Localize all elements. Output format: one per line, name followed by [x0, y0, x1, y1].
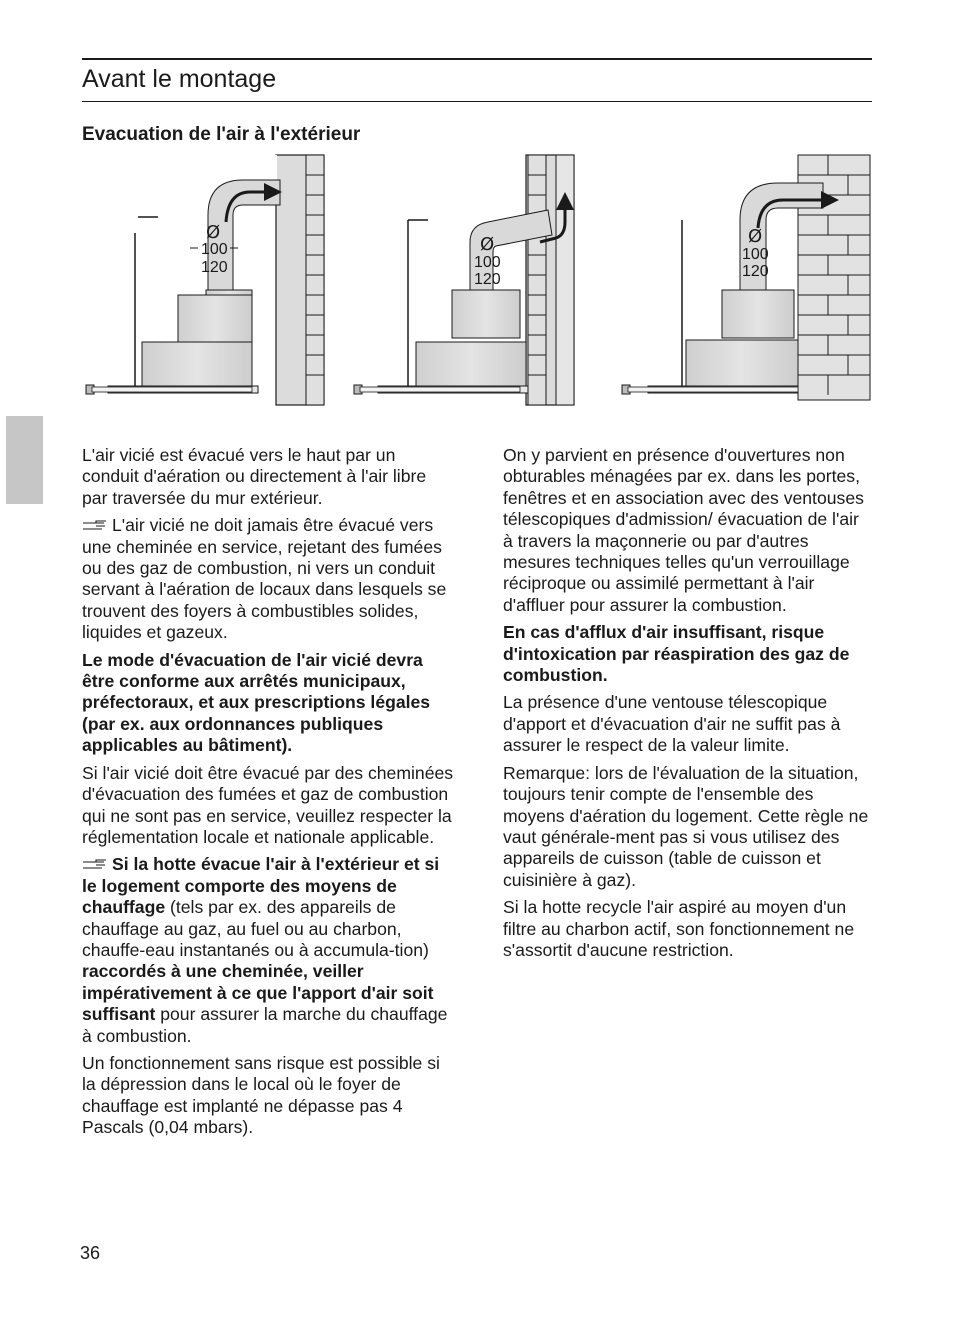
pointing-hand-icon: [82, 857, 108, 871]
paragraph-heating-warning: [82, 854, 454, 1047]
diameter-120-1: 120: [201, 259, 228, 276]
warning-chimney-text: L'air vicié ne doit jamais être évacué vers une cheminée en service, rejetant des fumées ou des gaz de combustion, ni vers un conduit servant à l'aération de locaux dans lesquels se trouvent des foyers à combustibles solides, liquides et gazeux.: [82, 515, 447, 643]
heating-bold-2: raccordés à une cheminée, veiller impérativement à ce que l'apport d'air soit suffisant: [82, 961, 434, 1025]
diameter-100-2: 100: [474, 254, 501, 271]
side-language-tab: [6, 416, 43, 504]
diagram-chimney-vertical: [354, 155, 574, 405]
header-bottom-rule: [82, 101, 872, 102]
diameter-symbol-3: Ø: [748, 226, 763, 247]
heating-bold-1: Si la hotte évacue l'air à l'extérieur et si le logement comporte des moyens de chauffage: [82, 854, 440, 918]
header-top-rule: [82, 58, 872, 60]
left-column: [82, 445, 454, 1145]
installation-illustration: [78, 150, 878, 410]
section-title: Evacuation de l'air à l'extérieur: [82, 124, 361, 145]
paragraph-openings: On y parvient en présence d'ouvertures non obturables ménagées par ex. dans les portes, fenêtres et en association avec des ventouses télescopiques d'admission/ évacuation de l'air à travers la maçonnerie ou par d'autres mesures techniques telles qu'un verrouillage réciproque ou assimilé permettant à l'air d'affluer pour assurer la combustion.: [503, 445, 864, 615]
diagram-chimney-up: [86, 155, 324, 405]
regulations-bold-text: Le mode d'évacuation de l'air vicié devra être conforme aux arrêtés municipaux, préfectoraux, et aux prescriptions légales (par ex. aux ordonnances publiques applicables au bâtiment).: [82, 649, 431, 756]
paragraph-unused-chimney: Si l'air vicié doit être évacué par des cheminées d'évacuation des fumées et gaz de combustion qui ne sont pas en service, veuillez respecter la réglementation locale et nationale applicable.: [82, 762, 454, 847]
diameter-symbol-2: Ø: [480, 234, 495, 255]
paragraph-intoxication-risk: [503, 622, 871, 686]
paragraph-recirculation: Si la hotte recycle l'air aspiré au moyen d'un filtre au charbon actif, son fonctionnement ne s'assortit d'aucune restriction.: [503, 897, 855, 960]
diameter-100-3: 100: [742, 246, 769, 263]
diameter-symbol-1: Ø: [206, 222, 221, 243]
paragraph-telescopic-vent: La présence d'une ventouse télescopique d'apport et d'évacuation d'air ne suffit pas à assurer le respect de la valeur limite.: [503, 692, 841, 756]
diagram-wall-outlet: [622, 155, 870, 400]
right-column: [503, 445, 871, 967]
paragraph-regulations: [82, 650, 454, 757]
pointing-hand-icon: [82, 518, 108, 532]
paragraph-pressure-limit: Un fonctionnement sans risque est possible si la dépression dans le local où le foyer de chauffage est implanté ne dépasse pas 4 Pascals (0,04 mbars).: [82, 1052, 440, 1138]
paragraph-intro: L'air vicié est évacué vers le haut par un conduit d'aération ou directement à l'air libre par traversée du mur extérieur.: [82, 445, 427, 508]
heating-normal-1: (tels par ex. des appareils de chauffage au gaz, au fuel ou au charbon, chauffe-eau instantanés ou à accumula-tion): [82, 897, 429, 960]
heating-normal-2: pour assurer la marche du chauffage à combustion.: [82, 1004, 448, 1046]
page-title: Avant le montage: [82, 65, 277, 93]
diameter-100-1: 100: [201, 241, 228, 258]
diameter-120-3: 120: [742, 263, 769, 280]
intoxication-bold-text: En cas d'afflux d'air insuffisant, risque d'intoxication par réaspiration des gaz de combustion.: [503, 622, 850, 686]
diameter-120-2: 120: [474, 271, 501, 288]
page-number: 36: [80, 1243, 101, 1263]
paragraph-warning-chimney: [82, 515, 454, 643]
paragraph-remark: Remarque: lors de l'évaluation de la situation, toujours tenir compte de l'ensemble des moyens d'aération du logement. Cette règle ne vaut générale-ment pas si vous utilisez des appareils de cuisson (table de cuisson et cuisinière à gaz).: [503, 762, 869, 890]
